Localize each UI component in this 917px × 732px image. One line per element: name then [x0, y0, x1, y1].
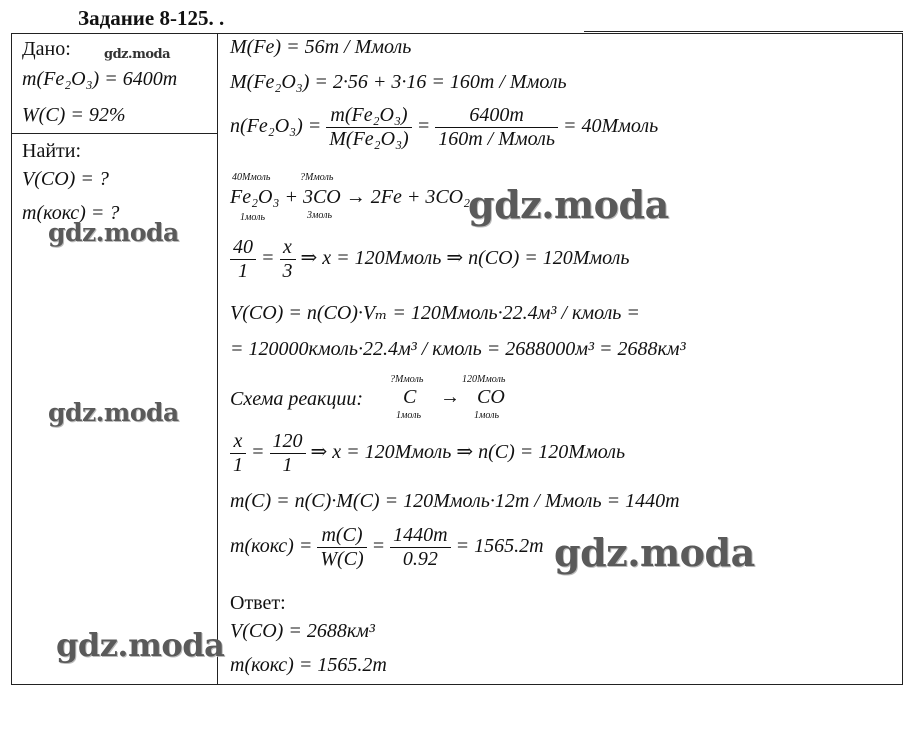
volume-co-line1: V(CO) = n(CO)·Vₘ = 120Ммоль·22.4м³ / кмоль = [230, 302, 640, 324]
fraction-denominator: 1 [270, 453, 306, 477]
scheme-right: CO [477, 386, 505, 408]
scheme-label: Схема реакции: [230, 388, 363, 410]
fraction-denominator: W(C) [317, 547, 366, 571]
answer-heading: Ответ: [230, 592, 286, 614]
moles-fe2o3-equation: n(Fe₂O₃) = $\frac{\text{m(Fe₂O₃)}}{\text{M(Fe₂O₃)}}$ = $\frac{6400т}{\text{160т / Ммоль}}$ = 40Ммоль [230, 104, 659, 150]
answer-m-coke: m(кокс) = 1565.2т [230, 654, 387, 676]
reaction1-above-fe2o3: 40Ммоль [232, 172, 271, 183]
reaction1-above-co: ?Ммоль [300, 172, 334, 183]
fraction-denominator: 1 [230, 453, 246, 477]
given-find-divider [11, 133, 218, 134]
fraction-numerator: 120 [272, 430, 303, 452]
column-divider [217, 33, 218, 685]
mass-coke-result: = 1565.2т [455, 535, 544, 558]
mass-coke-fraction1 [317, 524, 366, 571]
reaction1-equation: Fe₂O₃ + 3CO → 2Fe + 3CO₂ [230, 186, 471, 208]
mass-coke-equation: m(кокс) = $\frac{m(C)}{W(C)}$ = $\frac{1440т}{0.92}$ = 1565.2т [230, 524, 544, 570]
moles-fe2o3-result: = 40Ммоль [562, 115, 659, 138]
fraction-numerator: m(C) [321, 524, 363, 546]
scheme-arrow: → [440, 386, 460, 408]
moles-fe2o3-fraction2 [435, 104, 558, 151]
fraction-numerator: x [233, 430, 243, 452]
fraction-denominator: 3 [280, 259, 296, 283]
find-v-co: V(CO) = ? [22, 168, 109, 190]
proportion1-fraction2 [280, 236, 296, 283]
fraction-numerator: m(Fe₂O₃) [330, 104, 408, 126]
volume-co-line2: = 120000кмоль·22.4м³ / кмоль = 2688000м³ = 2688км³ [230, 338, 686, 360]
scheme-above-c: ?Ммоль [390, 374, 424, 385]
watermark-logo: gdz.moda [48, 218, 179, 247]
proportion2-result: ⇒ x = 120Ммоль ⇒ n(C) = 120Ммоль [310, 441, 626, 464]
top-rule [584, 31, 903, 32]
molar-mass-fe2o3: M(Fe₂O₃) = 2·56 + 3·16 = 160т / Ммоль [230, 71, 567, 93]
proportion2-fraction2 [270, 430, 306, 477]
given-mass-fraction: W(C) = 92% [22, 104, 126, 126]
task-title: Задание 8-125. . [78, 6, 225, 30]
watermark-logo: gdz.moda [104, 47, 171, 62]
find-heading: Найти: [22, 140, 82, 162]
proportion1: $\frac{40}{1}$ = $\frac{x}{3}$ ⇒ x = 120Ммоль ⇒ n(CO) = 120Ммоль [230, 236, 629, 283]
fraction-denominator: 0.92 [390, 547, 450, 571]
proportion1-fraction1 [230, 236, 256, 283]
mass-coke-fraction2 [390, 524, 450, 571]
moles-fe2o3-fraction1 [326, 104, 411, 151]
scheme-below-co: 1моль [474, 410, 500, 421]
moles-fe2o3-lhs: n(Fe₂O₃) = [230, 115, 322, 138]
scheme-left: C [403, 386, 417, 408]
scheme-below-c: 1моль [396, 410, 422, 421]
watermark-logo: gdz.moda [56, 626, 225, 664]
reaction1-below-fe2o3: 1моль [240, 212, 266, 223]
given-heading: Дано: [22, 38, 71, 60]
fraction-numerator: 1440т [393, 524, 448, 546]
watermark-logo: gdz.moda [48, 398, 179, 427]
reaction1-below-co: 3моль [307, 210, 333, 221]
fraction-numerator: x [283, 236, 292, 258]
fraction-numerator: 6400т [469, 104, 524, 126]
given-mass-fe2o3: m(Fe₂O₃) = 6400т [22, 68, 178, 90]
proportion2-fraction1 [230, 430, 246, 477]
watermark-logo: gdz.moda [468, 182, 669, 227]
scheme-above-co: 120Ммоль [462, 374, 506, 385]
fraction-denominator: 160т / Ммоль [435, 127, 558, 151]
answer-v-co: V(CO) = 2688км³ [230, 620, 375, 642]
proportion1-result: ⇒ x = 120Ммоль ⇒ n(CO) = 120Ммоль [300, 247, 630, 270]
fraction-denominator: M(Fe₂O₃) [326, 127, 411, 151]
fraction-denominator: 1 [230, 259, 256, 283]
proportion2: $\frac{x}{1}$ = $\frac{120}{1}$ ⇒ x = 120Ммоль ⇒ n(C) = 120Ммоль [230, 430, 625, 477]
watermark-logo: gdz.moda [554, 530, 755, 575]
find-m-coke: m(кокс) = ? [22, 202, 120, 224]
molar-mass-fe: M(Fe) = 56т / Ммоль [230, 36, 412, 58]
mass-coke-lhs: m(кокс) = [230, 535, 313, 558]
mass-carbon: m(C) = n(C)·M(C) = 120Ммоль·12т / Ммоль = 1440т [230, 490, 680, 512]
fraction-numerator: 40 [233, 236, 253, 258]
